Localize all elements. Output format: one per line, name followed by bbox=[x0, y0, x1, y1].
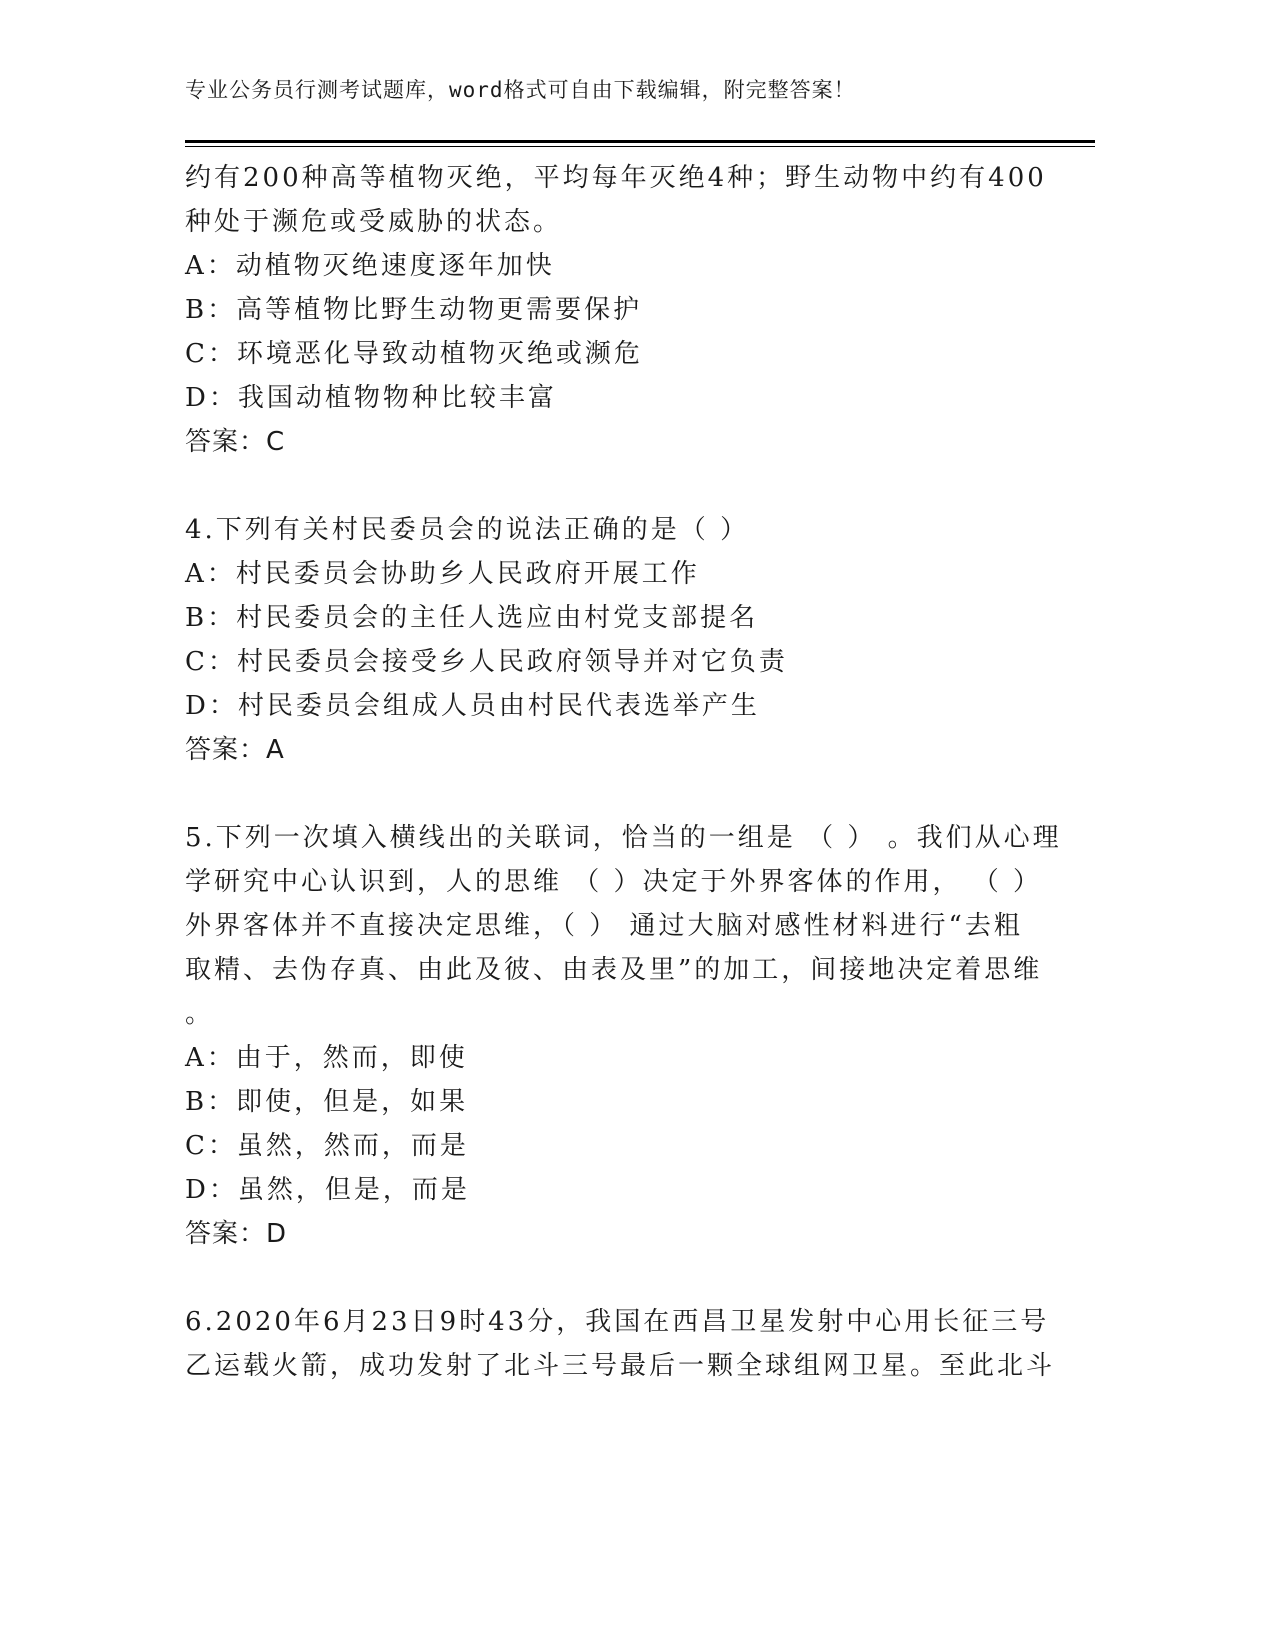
spacer bbox=[185, 1256, 1085, 1300]
header-rule-thin bbox=[185, 146, 1095, 147]
question-6 bbox=[185, 1300, 1085, 1388]
question-4 bbox=[185, 508, 1085, 772]
question-text-line: 取精、去伪存真、由此及彼、由表及里”的加工，间接地决定着思维 bbox=[185, 955, 1043, 985]
answer-line: 答案：A bbox=[185, 735, 285, 765]
question-text-line: 外界客体并不直接决定思维，（ ） 通过大脑对感性材料进行“去粗 bbox=[185, 911, 1023, 941]
option-b: B：高等植物比野生动物更需要保护 bbox=[185, 295, 643, 325]
question-text-line: 4.下列有关村民委员会的说法正确的是（ ） bbox=[185, 515, 750, 545]
header-rule-thick bbox=[185, 140, 1095, 143]
option-b: B：即使，但是，如果 bbox=[185, 1087, 469, 1117]
document-body bbox=[185, 156, 1085, 1388]
option-d: D：虽然，但是，而是 bbox=[185, 1175, 470, 1205]
option-d: D：村民委员会组成人员由村民代表选举产生 bbox=[185, 691, 760, 721]
option-a: A：动植物灭绝速度逐年加快 bbox=[185, 251, 555, 281]
spacer bbox=[185, 464, 1085, 508]
answer-line: 答案：C bbox=[185, 427, 286, 457]
question-text-line: 。 bbox=[185, 999, 215, 1029]
question-text-line: 6.2020年6月23日9时43分，我国在西昌卫星发射中心用长征三号 bbox=[185, 1307, 1050, 1337]
option-a: A：村民委员会协助乡人民政府开展工作 bbox=[185, 559, 700, 589]
option-a: A：由于，然而，即使 bbox=[185, 1043, 468, 1073]
question-text-line: 乙运载火箭，成功发射了北斗三号最后一颗全球组网卫星。至此北斗 bbox=[185, 1351, 1056, 1381]
option-c: C：环境恶化导致动植物灭绝或濒危 bbox=[185, 339, 643, 369]
question-3 bbox=[185, 156, 1085, 464]
answer-line: 答案：D bbox=[185, 1219, 288, 1249]
spacer bbox=[185, 772, 1085, 816]
question-5 bbox=[185, 816, 1085, 1256]
question-text-line: 约有200种高等植物灭绝，平均每年灭绝4种；野生动物中约有400 bbox=[185, 163, 1047, 193]
option-b: B：村民委员会的主任人选应由村党支部提名 bbox=[185, 603, 759, 633]
option-d: D：我国动植物物种比较丰富 bbox=[185, 383, 557, 413]
page-header: 专业公务员行测考试题库，word格式可自由下载编辑，附完整答案！ bbox=[185, 78, 856, 102]
question-text-line: 学研究中心认识到，人的思维 （ ）决定于外界客体的作用， （ ） bbox=[185, 867, 1043, 897]
question-text-line: 种处于濒危或受威胁的状态。 bbox=[185, 207, 563, 237]
option-c: C：虽然，然而，而是 bbox=[185, 1131, 469, 1161]
question-text-line: 5.下列一次填入横线出的关联词，恰当的一组是 （ ） 。我们从心理 bbox=[185, 823, 1062, 853]
option-c: C：村民委员会接受乡人民政府领导并对它负责 bbox=[185, 647, 788, 677]
